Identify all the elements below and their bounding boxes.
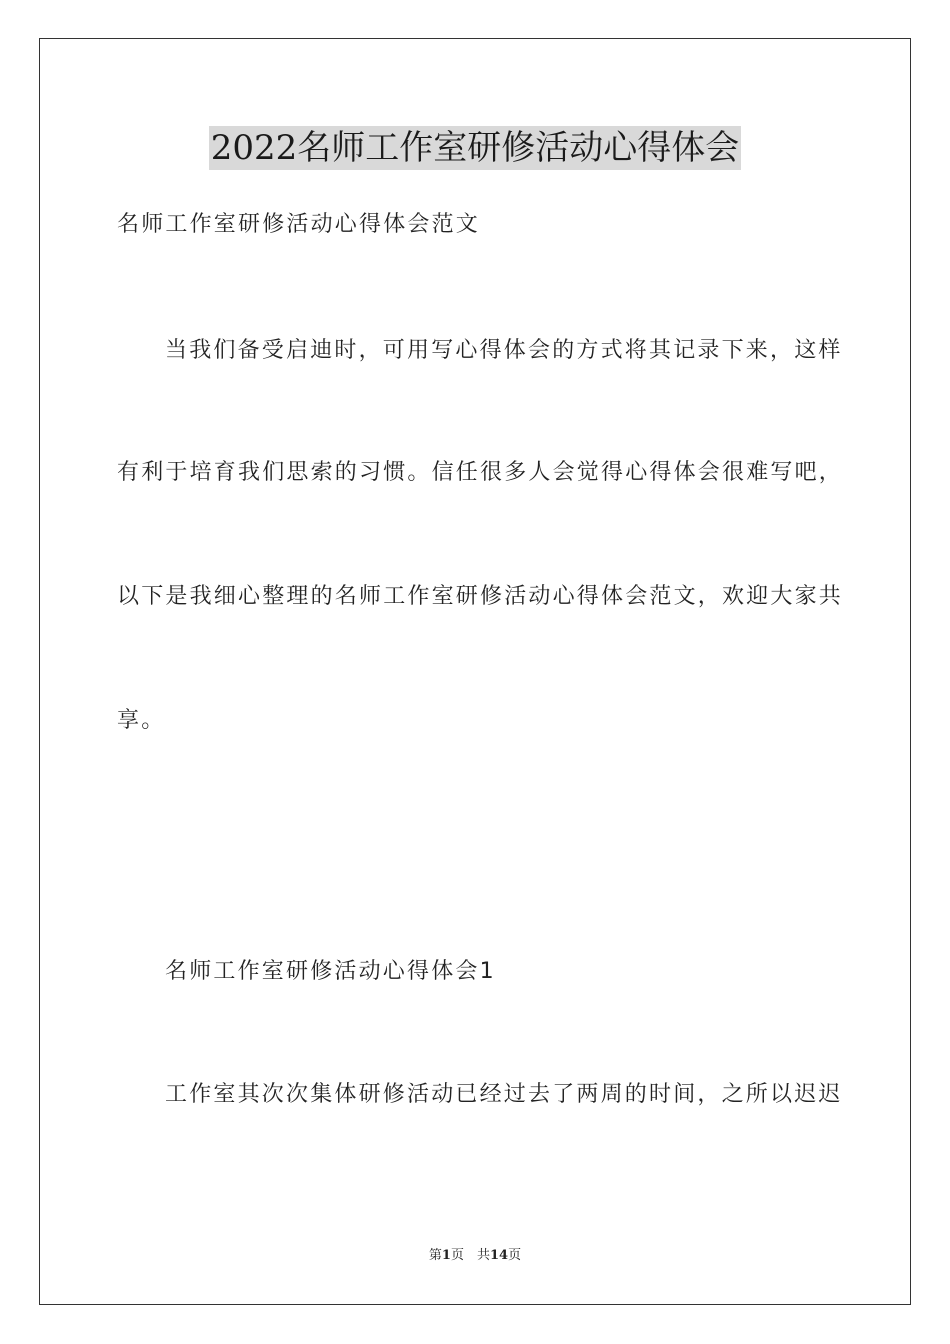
footer-prefix: 第 xyxy=(428,1248,442,1263)
intro-line-3: 以下是我细心整理的名师工作室研修活动心得体会范文，欢迎大家共 xyxy=(117,584,844,609)
title-container xyxy=(0,126,950,170)
footer-page-current: 1 xyxy=(441,1248,451,1263)
section-heading: 名师工作室研修活动心得体会1 xyxy=(165,959,496,984)
footer-mid: 页 共 xyxy=(450,1248,490,1263)
footer-suffix: 页 xyxy=(508,1248,522,1263)
document-subtitle: 名师工作室研修活动心得体会范文 xyxy=(117,212,481,237)
intro-line-1: 当我们备受启迪时，可用写心得体会的方式将其记录下来，这样 xyxy=(165,338,843,363)
footer-page-total: 14 xyxy=(489,1248,509,1263)
document-title: 2022名师工作室研修活动心得体会 xyxy=(210,128,740,168)
page-footer xyxy=(0,1247,950,1265)
intro-line-2: 有利于培育我们思索的习惯。信任很多人会觉得心得体会很难写吧， xyxy=(117,460,844,485)
section-body-line-1: 工作室其次次集体研修活动已经过去了两周的时间，之所以迟迟 xyxy=(165,1082,843,1107)
intro-line-4: 享。 xyxy=(117,708,166,733)
